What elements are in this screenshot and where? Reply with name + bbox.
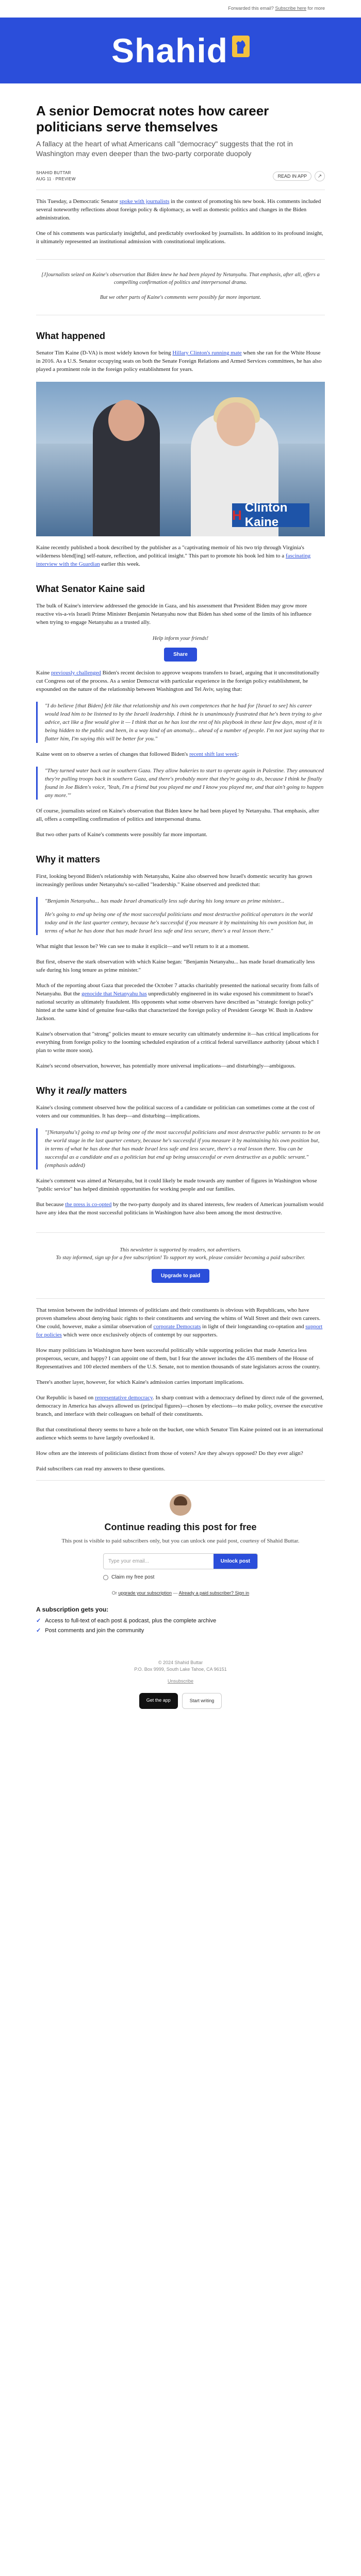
corporate-democrats-link[interactable]: corporate Democrats (153, 1324, 201, 1330)
start-writing-button[interactable]: Start writing (182, 1693, 222, 1709)
subscribe-here-link[interactable]: Subscribe here (275, 6, 306, 11)
publication-logo[interactable] (111, 31, 250, 70)
matters-paragraph-5: Kaine's observation that "strong" policies meant to ensure security can ultimately undermine it—has critical implications for everything from foreign policy to the looming scheduled expiration of a critical federal surveillance authority (about which I plan to write more soon). (36, 1031, 319, 1054)
benefits-heading: A subscription gets you: (36, 1606, 109, 1613)
radio-icon[interactable] (103, 1575, 108, 1580)
email-input[interactable]: Type your email... (108, 1558, 149, 1564)
kaine-said-paragraph-3: Kaine went on to observe a series of changes that followed Biden's recent shift last week: (36, 751, 239, 757)
raised-fist-icon (232, 36, 250, 57)
address: P.O. Box 9999, South Lake Tahoe, CA 96151 (134, 1667, 227, 1672)
what-happened-paragraph-1: Senator Tim Kaine (D-VA) is most widely known for being Hillary Clinton's running mate when she ran for the White House in 2016. As a U.S. Senator occupying seats on both the Senate Foreign Relations and Armed Services committees, he has also played a prominent role in the foreign policy establishment for years. (36, 350, 322, 372)
previously-challenged-link[interactable]: previously challenged (51, 670, 101, 676)
post-title[interactable]: A senior Democrat notes how career politicians serve themselves (36, 103, 269, 134)
closing-paragraph-7: Paid subscribers can read my answers to these questions. (36, 1466, 166, 1472)
benefit-item: ✓ Post comments and join the community (36, 1627, 144, 1634)
closing-paragraph-3: There's another layer, however, for which Kaine's admission carries important implications. (36, 1379, 244, 1385)
author-name[interactable]: SHAHID BUTTAR (36, 171, 71, 175)
matters-paragraph-1: First, looking beyond Biden's relationship with Netanyahu, Kaine also observed how Israel's domestic security has grown increasingly perilous under Netanyahu's so-called "leadership." Kaine observed and predicted that: (36, 873, 313, 888)
subscribe-text-2: To stay informed, sign up for a free subscription! To support my work, please consider becoming a paid subscriber. (56, 1255, 305, 1261)
section-heading-why-it-really-matters: Why it really matters (36, 1086, 127, 1096)
copyright: © 2024 Shahid Buttar (158, 1660, 203, 1665)
closing-paragraph-2: How many politicians in Washington have been successful politically while supporting policies that made America less prosperous, secure, and happy? I can appoint one of them, but I fear the answer includes the 435 members of the House of Representatives and 100 elected members of the U.S. Senate, not to mention thousands of state legislators across the country. (36, 1347, 320, 1370)
article (36, 103, 325, 1740)
unsubscribe-link[interactable]: Unsubscribe (167, 1679, 194, 1684)
checkmark-icon: ✓ (36, 1618, 41, 1624)
what-happened-paragraph-2: Kaine recently published a book described by the publisher as a "captivating memoir of his two trip through Virginia's wilderness blend[ing] self-nature, reflection, and political insight." This part to promote his book led him to a fascinating interview with the Guardian earlier this week. (36, 545, 311, 567)
closing-paragraph-4: Our Republic is based on representative democracy. In sharp contrast with a democracy defined by direct rule of the governed, democracy in America has always allowed us (principal figures)—chosen by elections—to make policy, oversee the executive branch, and interface with their colleagues on behalf of their constituents. (36, 1395, 324, 1417)
press-co-opted-link[interactable]: the press is co-opted (65, 1201, 112, 1208)
intro-paragraph-1: This Tuesday, a Democratic Senator spoke with journalists in the context of promoting his new book. His comments included several noteworthy reflections about foreign policy & diplomacy, as well as domestic politics and changes in the Biden administration. (36, 198, 321, 221)
publication-name: Shahid (111, 31, 228, 70)
guardian-interview-link[interactable]: fascinating interview with the Guardian (36, 553, 311, 567)
closing-paragraph-6: How often are the interests of politicians distinct from those of voters? Are they always opposed? Do they ever align? (36, 1450, 303, 1456)
get-the-app-button[interactable]: Get the app (139, 1693, 178, 1709)
spoke-with-journalists-link[interactable]: spoke with journalists (119, 198, 170, 205)
upgrade-to-paid-button[interactable]: Upgrade to paid (152, 1269, 209, 1283)
campaign-logo-icon: H (232, 507, 242, 523)
recent-shift-link[interactable]: recent shift last week (189, 751, 238, 757)
read-in-app-button[interactable]: READ IN APP (273, 172, 311, 181)
genocide-link[interactable]: genocide that Netanyahu has (81, 991, 147, 997)
really-paragraph-1: Kaine's closing comment observed how the political success of a candidate or politician can sometimes come at the cost of voters and our communities. It has deep—and disturbing—implications. (36, 1105, 315, 1119)
kaine-said-paragraph-2: Kaine previously challenged Biden's recent decision to approve weapons transfers to Israel, arguing that it unconstitutionally cut Congress out of the process. As a senior Democrat with particular experience in the foreign policy establishment, he expounded on the nature of the relationship between Washington and Tel Aviv, saying that: (36, 670, 320, 692)
byline (36, 170, 325, 182)
running-mate-link[interactable]: Hillary Clinton's running mate (172, 350, 242, 356)
subscription-benefits (36, 1606, 325, 1634)
kaine-said-paragraph-4: Of course, journalists seized on Kaine's observation that Biden knew he had been played by Netanyahu. That emphasis, after all, offers a compelling confirmation of politics and interpersonal drama. (36, 808, 319, 822)
app-buttons (36, 1693, 325, 1709)
sign-in-link[interactable]: Already a paid subscriber? Sign in (178, 1590, 250, 1596)
forward-note: Forwarded this email? Subscribe here for more (228, 6, 325, 11)
matters-paragraph-4: Much of the reporting about Gaza that preceded the October 7 attacks charitably presented the national security from falls of Netanyahu. But the genocide that Netanyahu has unpredictably engineered in its wake exposed his commitment to Israel's national security as ultimately fraudulent. His opponents what some observers have described as "strategic foreign policy" hinted at the same kind of genuine fear-talks that characterized the foreign policy of President George W. Bush in Andrew Jackson. (36, 982, 319, 1022)
section-heading-what-happened: What happened (36, 331, 105, 341)
subscribe-text-1: This newsletter is supported by readers, not advertisers. (120, 1247, 241, 1253)
top-bar (0, 0, 361, 18)
post-date: AUG 11 · PREVIEW (36, 177, 76, 181)
claim-free-post-option[interactable]: Claim my free post (103, 1574, 258, 1580)
unlock-post-button[interactable]: Unlock post (214, 1554, 257, 1569)
share-prompt: Help inform your friends! (152, 636, 209, 641)
closing-paragraph-5: But that constitutional theory seems to have a hole on the bucket, one which Senator Tim Kaine pointed out in an international audience which seems to have largely overlooked it. (36, 1427, 323, 1441)
really-paragraph-2: Kaine's comment was aimed at Netanyahu, but it could likely be made towards any number of figures in Washington whose "public service" has helped diminish opportunities for working people and our families. (36, 1178, 317, 1192)
publication-header[interactable] (0, 18, 361, 83)
block-quote-netanyahu: "Benjamin Netanyahu... has made Israel dramatically less safe during his long tenure as prime minister... He's going to end up being one of the most successful politicians and most destructive political operators in the world today and in the last quarter century, because he's successful if you measure it by maintaining his own position but, in terms of what he has done that has made Israel less safe and less secure, there's a real lesson there." (36, 897, 325, 935)
email-unlock-form (103, 1553, 258, 1569)
pull-quote-followup: But we other parts of Kaine's comments were possibly far more important. (100, 295, 261, 300)
post-subtitle: A fallacy at the heart of what Americans call "democracy" suggests that the rot in Washington may even deeper than the two-party corporate duopoly (36, 140, 293, 158)
checkmark-icon: ✓ (36, 1628, 41, 1634)
signin-line: Or upgrade your subscription — Already a paid subscriber? Sign in (111, 1590, 250, 1596)
campaign-sign: H Clinton Kaine (232, 503, 309, 527)
clinton-kaine-photo[interactable] (36, 382, 325, 536)
block-quote-kaine-1: "I do believe [that Biden] felt like that relationship and his own competences that he had for [Israel to see] his career would lead him to be listened to by the Israeli leadership. I think he is unanimously frustrated that he's been trying to give advice, act like a fine would give it — I think that as he has lost the rest of his playbook in these last few days, most of it is being hidden to the public and been, in a way kind of an anomaly... ahead of a number of people. I'm not just saying that to flatter him, I'm saying this will be better for you." (36, 702, 325, 743)
kaine-said-paragraph-5: But two other parts of Kaine's comments were possibly far more important. (36, 832, 207, 838)
paywall (36, 1494, 325, 1596)
matters-paragraph-3: But first, observe the stark observation with which Kaine began: "Benjamin Netanyahu... has made Israel dramatically less safe during his long tenure as prime minister." (36, 959, 315, 973)
section-heading-why-it-matters: Why it matters (36, 854, 101, 865)
kaine-said-paragraph-1: The bulk of Kaine's interview addressed the genocide in Gaza, and his assessment that President Biden may grow more reactive vis-a-vis Israeli Prime Minister Benjamin Netanyahu now that Biden has shed some of the limits of his influence when trying to engage Netanyahu as a trusted ally. (36, 603, 311, 625)
matters-paragraph-6: Kaine's second observation, however, has potentially more universal implications—and disturbingly—ambiguous. (36, 1063, 296, 1069)
benefit-item: ✓ Access to full-text of each post & podcast, plus the complete archive (36, 1617, 217, 1624)
closing-paragraph-1: That tension between the individual interests of politicians and their constituents is obvious with Republicans, who have proven shameless about denying basic rights to their constituents and serving the whims of Wall Street and their own careers. One could, however, make a similar observation of corporate Democrats in light of their longstanding co-optation and support for policies which were once exclusively objects of contempt by our supporters. (36, 1307, 323, 1338)
benefits-list (36, 1617, 325, 1634)
intro-paragraph-2: One of his comments was particularly insightful, and predictably overlooked by journalists. In addition to its profound insight, it ultimately represented an institutional admission with constitutional implications. (36, 230, 323, 245)
really-paragraph-3: But because the press is co-opted by the two-party duopoly and its shared interests, few readers of American journalism would have any idea that the most successful politicians in Washington have also been among the most destructive. (36, 1201, 324, 1216)
footer (36, 1659, 325, 1709)
section-divider (36, 259, 325, 260)
paywall-divider (36, 1480, 325, 1481)
subscribe-box (36, 1232, 325, 1299)
paywall-subtitle: This post is visible to paid subscribers only, but you can unlock one paid post, courtesy of Shahid Buttar. (61, 1538, 300, 1544)
author-avatar (170, 1494, 191, 1516)
block-quote-emphasis: "[Netanyahu's] going to end up being one of the most successful politicians and most destructive public servants to be on the world stage in the last quarter century, because he's successful if you measure it by maintaining his own position but, in terms of what he has done that has made Israel less safe and less secure, there's a real lesson there. You can be successful as a candidate and as a politician but end up being unsuccessful or even destructive as a public servant." (emphasis added) (36, 1128, 325, 1170)
paywall-title: Continue reading this post for free (104, 1522, 257, 1532)
section-heading-kaine-said: What Senator Kaine said (36, 584, 145, 594)
pull-quote: [J]ournalists seized on Kaine's observation that Biden knew he had been played by Netanyahu. That emphasis, after all, offers a compelling confirmation of politics and interpersonal drama. (41, 272, 320, 285)
share-button[interactable]: Share (164, 648, 197, 662)
share-icon[interactable]: ↗ (315, 171, 325, 181)
post-actions (273, 171, 325, 181)
block-quote-kaine-2: "They turned water back out in southern Gaza. They allow bakeries to start to operate again in Palestine. They announced they're pulling troops back in southern Gaza, and there's probably more that they're going to do, because I think he finally found in Joe Biden's voice, 'Yeah, I'm a friend but you played me and I know you played me, and that ain't going to happen any more.'" (36, 767, 325, 800)
representative-democracy-link[interactable]: representative democracy (94, 1395, 153, 1401)
upgrade-subscription-link[interactable]: upgrade your subscription (118, 1590, 172, 1596)
support-for-policies-link[interactable]: support for policies (36, 1324, 323, 1338)
byline-meta (36, 170, 76, 182)
matters-paragraph-2: What might that lesson be? We can see to make it explicit—and we'll return to it at a moment. (36, 943, 250, 950)
